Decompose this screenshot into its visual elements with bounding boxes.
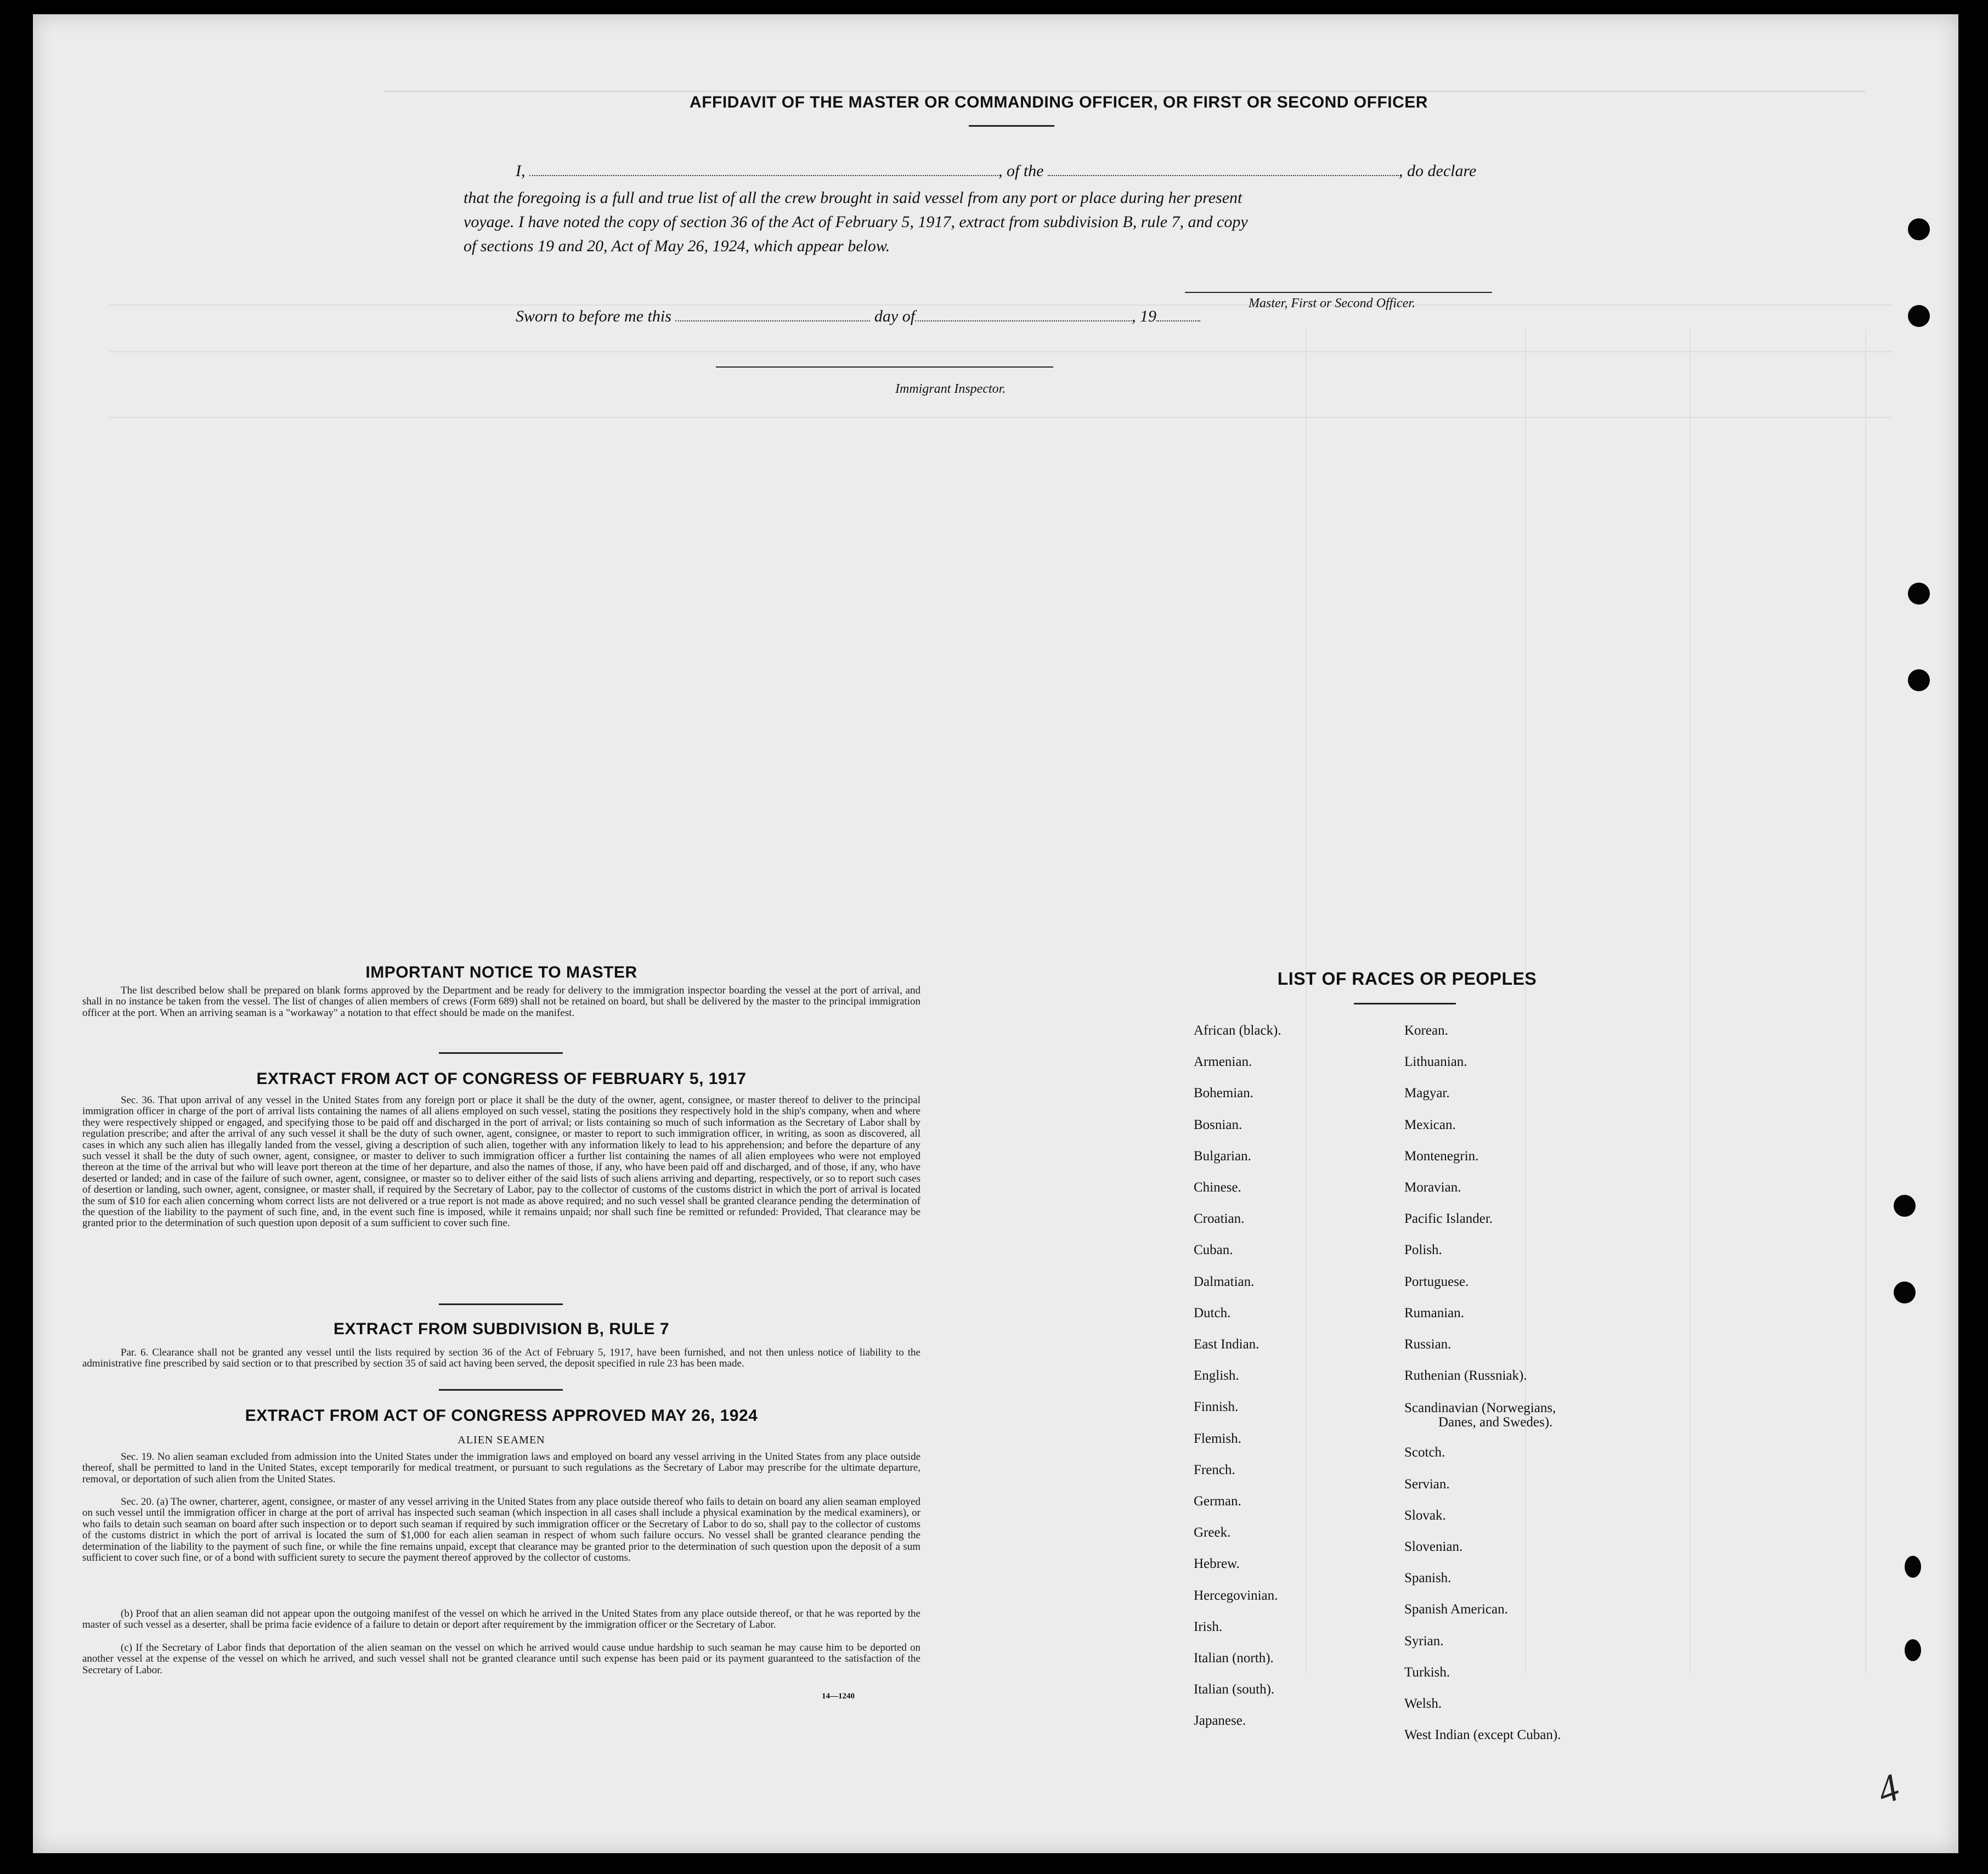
- inspector-caption: Immigrant Inspector.: [895, 382, 1006, 396]
- form-number: 14—1240: [822, 1692, 855, 1701]
- handwritten-mark: 4: [1871, 1765, 1905, 1813]
- race-item: Irish.: [1194, 1619, 1223, 1634]
- race-item: Armenian.: [1194, 1054, 1252, 1070]
- race-item: Turkish.: [1404, 1664, 1450, 1680]
- race-item: Servian.: [1404, 1476, 1450, 1492]
- race-item: Japanese.: [1194, 1713, 1246, 1729]
- race-item: Portuguese.: [1404, 1274, 1469, 1289]
- race-item: Rumanian.: [1404, 1305, 1465, 1320]
- sworn-month-blank[interactable]: [915, 320, 1132, 321]
- race-item: East Indian.: [1194, 1337, 1260, 1352]
- declaration-text-3: of sections 19 and 20, Act of May 26, 1924, which appear below.: [464, 237, 890, 255]
- race-item: Hercegovinian.: [1194, 1588, 1278, 1603]
- race-item: Pacific Islander.: [1404, 1211, 1493, 1227]
- signature-line[interactable]: [1185, 292, 1492, 293]
- race-item: Korean.: [1404, 1023, 1448, 1038]
- extract-rule7-body: Par. 6. Clearance shall not be granted any vessel until the lists required by section 36 of the Act of February 5, 1917, have been furnished, and not then unless notice of liability to the administrative fine prescribed by said section or to that prescribed by section 35 of said act having been served, the deposit specified in rule 23 has been made.: [82, 1347, 920, 1370]
- race-item: Finnish.: [1194, 1399, 1239, 1415]
- year-prefix: , 19: [1132, 307, 1157, 325]
- race-item: Chinese.: [1194, 1180, 1241, 1195]
- vessel-blank[interactable]: [1048, 174, 1399, 176]
- divider: [969, 125, 1054, 127]
- divider: [1354, 1003, 1456, 1004]
- punch-hole: [1905, 1639, 1921, 1661]
- race-item: German.: [1194, 1494, 1241, 1509]
- document-page: [33, 14, 1958, 1853]
- races-title: LIST OF RACES OR PEOPLES: [1277, 969, 1537, 989]
- punch-hole: [1905, 1556, 1921, 1578]
- race-item-continuation: Danes, and Swedes).: [1438, 1415, 1553, 1430]
- declaration-line: [516, 162, 1558, 180]
- race-item: Montenegrin.: [1404, 1148, 1479, 1164]
- sworn-year-blank[interactable]: [1156, 320, 1200, 321]
- punch-hole: [1908, 583, 1930, 605]
- punch-hole: [1908, 669, 1930, 691]
- punch-hole: [1894, 1282, 1916, 1303]
- do-declare-label: , do declare: [1399, 162, 1477, 180]
- extract-1917-title: EXTRACT FROM ACT OF CONGRESS OF FEBRUARY 5, 1917: [256, 1070, 747, 1088]
- race-item: Magyar.: [1404, 1086, 1450, 1101]
- notice-title: IMPORTANT NOTICE TO MASTER: [365, 963, 637, 981]
- sworn-day-blank[interactable]: [675, 320, 870, 321]
- notice-body: The list described below shall be prepared on blank forms approved by the Department and be ready for delivery to the immigration inspector boarding the vessel at the port of arrival, and shall in no instance be taken from the vessel. The list of changes of alien members of crews (Form 689) shall not be retained on board, but shall be delivered by the master to the principal immigration officer at the port. When an arriving seaman is a "workaway" a notation to that effect should be made on the manifest.: [82, 985, 920, 1019]
- sec20a-body: Sec. 20. (a) The owner, charterer, agent, consignee, or master of any vessel arriving in the United States from any place outside thereof who fails to detain on board any alien seaman employed on such vessel until the immigration officer in charge at the port of arrival has inspected such seaman (which inspection in all cases shall include a physical examination by the medical examiners), or who fails to detain such seaman on board after such inspection or to deport such seaman if required by such immigration officer or the Secretary of Labor to do so, shall pay to the collector of customs of the customs district in which the port of arrival is located the sum of $1,000 for each alien seaman in respect of whom such failure occurs. No vessel shall be granted clearance pending the determination of the liability to the payment of such fine, or while the fine remains unpaid, except that clearance may be granted prior to the determination of such question upon the deposit of a sum sufficient to cover such fine, or of a bond with sufficient surety to secure the payment thereof approved by the collector of customs.: [82, 1496, 920, 1564]
- race-item: Ruthenian (Russniak).: [1404, 1368, 1527, 1384]
- alien-seamen-subtitle: ALIEN SEAMEN: [458, 1434, 545, 1446]
- race-item: Bohemian.: [1194, 1086, 1254, 1101]
- race-item: Scandinavian (Norwegians,: [1404, 1401, 1556, 1416]
- i-label: I,: [516, 162, 526, 180]
- race-item: Syrian.: [1404, 1633, 1444, 1649]
- race-item: French.: [1194, 1462, 1235, 1477]
- race-item: Russian.: [1404, 1337, 1452, 1352]
- name-blank[interactable]: [529, 174, 998, 176]
- extract-rule7-title: EXTRACT FROM SUBDIVISION B, RULE 7: [333, 1320, 670, 1338]
- race-item: Scotch.: [1404, 1445, 1445, 1460]
- race-item: Polish.: [1404, 1243, 1442, 1258]
- race-item: Lithuanian.: [1404, 1054, 1467, 1070]
- punch-hole: [1908, 218, 1930, 240]
- race-item: Hebrew.: [1194, 1556, 1240, 1572]
- sworn-prefix: Sworn to before me this: [516, 307, 671, 325]
- races-left-column: [1194, 1015, 1281, 1737]
- extract-1924-title: EXTRACT FROM ACT OF CONGRESS APPROVED MAY 26, 1924: [245, 1407, 758, 1425]
- race-item: Italian (south).: [1194, 1682, 1275, 1697]
- race-item: Bulgarian.: [1194, 1148, 1251, 1164]
- declaration-text-1: that the foregoing is a full and true list of all the crew brought in said vessel from any port or place during her present: [464, 189, 1242, 207]
- race-item: Slovenian.: [1404, 1539, 1463, 1555]
- race-item: Cuban.: [1194, 1243, 1233, 1258]
- race-item: West Indian (except Cuban).: [1404, 1728, 1561, 1743]
- sec20b-body: (b) Proof that an alien seaman did not appear upon the outgoing manifest of the vessel on which he arrived in the United States from any place outside thereof, or that he was reported by the master of such vessel as a deserter, shall be prima facie evidence of a failure to detain or deport after requirement by the immigration officer or the Secretary of Labor.: [82, 1608, 920, 1631]
- divider: [439, 1303, 563, 1305]
- races-right-column: [1404, 1015, 1561, 1751]
- race-item: Croatian.: [1194, 1211, 1245, 1227]
- divider: [439, 1389, 563, 1391]
- punch-hole: [1894, 1195, 1916, 1217]
- divider: [439, 1052, 563, 1054]
- race-item: Slovak.: [1404, 1508, 1446, 1523]
- race-item: Bosnian.: [1194, 1117, 1242, 1132]
- race-item: Mexican.: [1404, 1117, 1456, 1132]
- race-item: Welsh.: [1404, 1696, 1442, 1712]
- day-of-label: day of: [874, 307, 916, 325]
- race-item: Spanish American.: [1404, 1602, 1508, 1617]
- race-item: Moravian.: [1404, 1180, 1461, 1195]
- inspector-signature-line[interactable]: [716, 366, 1053, 368]
- extract-1917-body: Sec. 36. That upon arrival of any vessel in the United States from any foreign port or place it shall be the duty of the owner, agent, consignee, or master thereof to deliver to the principal immigration officer in charge of the port of arrival lists containing the names of all aliens employed on such vessel, stating the positions they respectively hold in the ship's company, when and where they were respectively shipped or engaged, and specifying those to be paid off and discharged in the port of arrival; or lists containing so much of such information as the Secretary of Labor shall by regulation prescribe; and after the arrival of any such vessel it shall be the duty of such owner, agent, consignee, or master to report to such immigration officer, in writing, as soon as discovered, all cases in which any such alien has illegally landed from the vessel, giving a description of such alien, together with any information likely to lead to his apprehension; and before the departure of any such vessel it shall be the duty of such owner, agent, consignee, or master to deliver to such immigration officer a further list containing the names of all alien employees who were not employed thereon at the time of the arrival but who will leave port thereon at the time of her departure, and also the names of those, if any, who have been paid off and discharged, and of those, if any, who have deserted or landed; and in case of the failure of such owner, agent, consignee, or master so to deliver either of the said lists of such aliens arriving and departing, respectively, or so to report such cases of desertion or landing, such owner, agent, consignee, or master shall, if required by the Secretary of Labor, pay to the collector of customs of the customs district in which the port of arrival is located the sum of $10 for each alien concerning whom correct lists are not delivered or a true report is not made as above required; and no such vessel shall be granted clearance pending the determination of the question of the liability to the payment of such fine, and, in the event such fine is imposed, while it remains unpaid; nor shall such fine be remitted or refunded: Provided, That clearance may be granted prior to the determination of such question upon deposit of a sum sufficient to cover such fine.: [82, 1094, 920, 1229]
- sworn-line: [516, 307, 1200, 326]
- of-the-label: , of the: [998, 162, 1044, 180]
- race-item: Dutch.: [1194, 1305, 1231, 1320]
- race-item: Flemish.: [1194, 1431, 1241, 1446]
- affidavit-title: AFFIDAVIT OF THE MASTER OR COMMANDING OFFICER, OR FIRST OR SECOND OFFICER: [690, 93, 1428, 111]
- sec20c-body: (c) If the Secretary of Labor finds that deportation of the alien seaman on the vessel on which he arrived would cause undue hardship to such seaman he may cause him to be deported on another vessel at the expense of the vessel on which he arrived, and such vessel shall not be granted clearance until such expense has been paid or its payment guaranteed to the satisfaction of the Secretary of Labor.: [82, 1642, 920, 1676]
- race-item: Dalmatian.: [1194, 1274, 1255, 1289]
- race-item: Italian (north).: [1194, 1651, 1274, 1666]
- declaration-text-2: voyage. I have noted the copy of section 36 of the Act of February 5, 1917, extract from subdivision B, rule 7, and copy: [464, 213, 1248, 231]
- signature-caption: Master, First or Second Officer.: [1249, 296, 1415, 311]
- sec19-body: Sec. 19. No alien seaman excluded from admission into the United States under the immigration laws and employed on board any vessel arriving in the United States from any place outside thereof, shall be permitted to land in the United States, except temporarily for medical treatment, or pursuant to such regulations as the Secretary of Labor may prescribe for the ultimate departure, removal, or deportation of such alien from the United States.: [82, 1451, 920, 1485]
- race-item: Spanish.: [1404, 1571, 1452, 1586]
- race-item: African (black).: [1194, 1023, 1281, 1038]
- punch-hole: [1908, 305, 1930, 327]
- race-item: Greek.: [1194, 1525, 1231, 1540]
- race-item: English.: [1194, 1368, 1239, 1384]
